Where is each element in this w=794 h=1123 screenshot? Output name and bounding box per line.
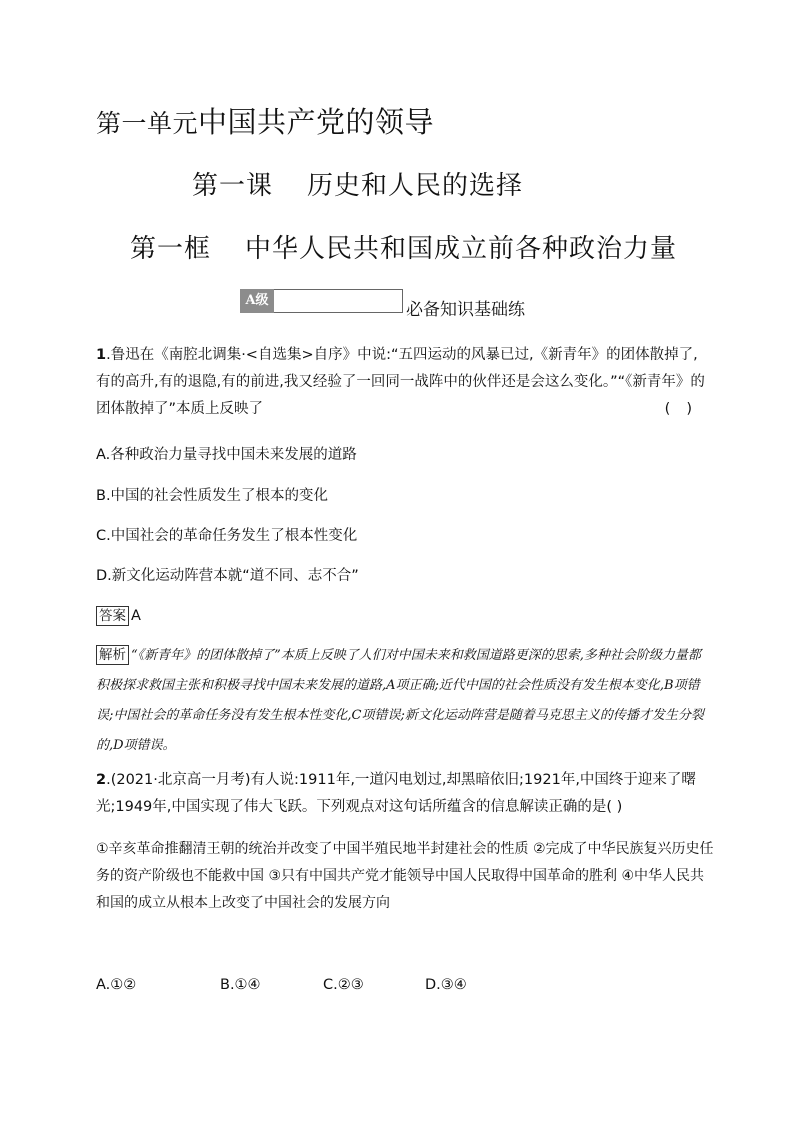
frame-title-number: 第一框 (130, 234, 212, 264)
level-score-box (274, 289, 403, 313)
frame-title-name: 中华人民共和国成立前各种政治力量 (245, 234, 678, 264)
analysis-tag: 解析 (96, 645, 129, 665)
answer-paren: () (664, 401, 708, 417)
lesson-title-number: 第一课 (192, 171, 274, 201)
question-2-stem (96, 767, 708, 821)
question-2-choice-c: C.②③ (323, 977, 364, 993)
analysis-text: “《新青年》的团体散掉了”本质上反映了人们对中国未来和救国道路更深的思索,多种社会阶级力量都积极探求救国主张和积极寻找中国未来发展的道路,A项正确;近代中国的社会性质没有发生根本变化,B项错误;中国社会的革命任务没有发生根本性变化,C项错误;新文化运动阵营是随着马克思主义的传播才发生分裂的,D项错误。 (96, 648, 704, 753)
question-1-option-d: D.新文化运动阵营本就“道不同、志不合” (96, 568, 359, 584)
question-2-choice-d: D.③④ (425, 977, 467, 993)
question-1-option-b: B.中国的社会性质发生了根本的变化 (96, 488, 329, 504)
question-1-text: .鲁迅在《南腔北调集·<自选集>自序》中说:“五四运动的风暴已过,《新青年》的团体散掉了,有的高升,有的退隐,有的前进,我又经验了一回同一战阵中的伙伴还是会这么变化。”“《新青年》的团体散掉了”本质上反映了 (96, 347, 705, 417)
unit-title (96, 100, 434, 141)
question-2-text: .(2021·北京高一月考)有人说:1911年,一道闪电划过,却黑暗依旧;1921年,中国终于迎来了曙光;1949年,中国实现了伟大飞跃。下列观点对这句话所蕴含的信息解读正确的是( ) (96, 772, 696, 815)
frame-title (130, 228, 677, 265)
unit-title-main: 中国共产党的领导 (198, 105, 435, 139)
lesson-title-name: 历史和人民的选择 (307, 171, 524, 201)
question-1-option-c: C.中国社会的革命任务发生了根本性变化 (96, 528, 358, 544)
question-2-statements: ①辛亥革命推翻清王朝的统治并改变了中国半殖民地半封建社会的性质 ②完成了中华民族复兴历史任务的资产阶级也不能救中国 ③只有中国共产党才能领导中国人民取得中国革命的胜利 ④中华人民共和国的成立从根本上改变了中国社会的发展方向 (96, 841, 714, 911)
question-1-stem (96, 342, 708, 423)
question-2-choice-a: A.①② (96, 977, 137, 993)
question-1-answer (96, 606, 141, 626)
lesson-title (192, 165, 523, 202)
question-2-choice-b: B.①④ (220, 977, 261, 993)
question-1-analysis (96, 641, 708, 761)
question-1-number: 1 (96, 347, 107, 363)
question-2-number: 2 (96, 772, 107, 788)
question-2-choices (96, 977, 467, 993)
level-label: 必备知识基础练 (406, 300, 525, 320)
question-1-option-a: A.各种政治力量寻找中国未来发展的道路 (96, 447, 357, 463)
unit-title-prefix: 第一单元 (96, 109, 199, 138)
level-badge: A级 (240, 289, 274, 313)
answer-tag: 答案 (96, 606, 129, 626)
answer-value: A (131, 608, 141, 624)
